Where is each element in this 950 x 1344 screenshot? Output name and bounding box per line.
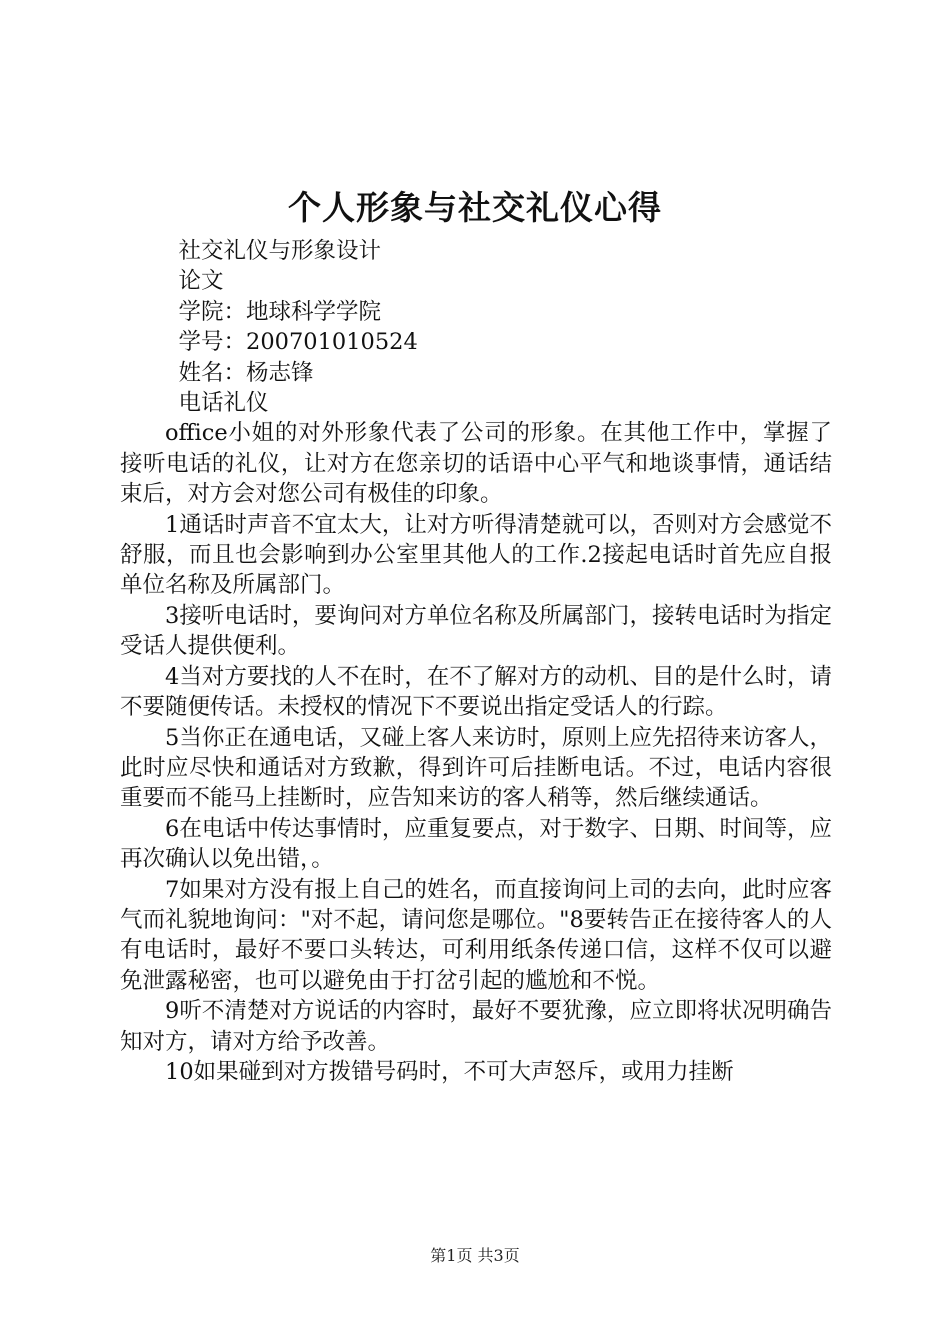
body-paragraph: 7如果对方没有报上自己的姓名，而直接询问上司的去向，此时应客气而礼貌地询问："对不起，请问您是哪位。"8要转告正在接待客人的人有电话时，最好不要口头转达，可利用纸条传递口信，这样不仅可以避免泄露秘密，也可以避免由于打岔引起的尴尬和不悦。 xyxy=(120,876,832,994)
section-heading: 电话礼仪 xyxy=(178,390,269,417)
name-line: 姓名：杨志锋 xyxy=(178,359,314,386)
college-line: 学院：地球科学学院 xyxy=(178,298,382,325)
body-paragraph: 10如果碰到对方拨错号码时，不可大声怒斥，或用力挂断 xyxy=(165,1058,734,1085)
student-id-line: 学号：200701010524 xyxy=(178,329,418,356)
page-footer: 第1页 共3页 xyxy=(430,1246,520,1265)
body-paragraph: 6在电话中传达事情时，应重复要点，对于数字、日期、时间等，应再次确认以免出错，。 xyxy=(120,815,832,873)
body-paragraph: 5当你正在通电话，又碰上客人来访时，原则上应先招待来访客人，此时应尽快和通话对方致歉，得到许可后挂断电话。不过，电话内容很重要而不能马上挂断时，应告知来访的客人稍等，然后继续通话。 xyxy=(120,724,832,812)
body-paragraph: 4当对方要找的人不在时，在不了解对方的动机、目的是什么时，请不要随便传话。未授权的情况下不要说出指定受话人的行踪。 xyxy=(120,663,832,721)
body-paragraph: 1通话时声音不宜太大，让对方听得清楚就可以，否则对方会感觉不舒服，而且也会影响到办公室里其他人的工作.2接起电话时首先应自报单位名称及所属部门。 xyxy=(120,511,832,599)
document-title: 个人形象与社交礼仪心得 xyxy=(288,188,662,227)
body-paragraph: 9听不清楚对方说话的内容时，最好不要犹豫，应立即将状况明确告知对方，请对方给予改善。 xyxy=(120,998,832,1055)
doc-type-line: 论文 xyxy=(178,268,224,295)
document-body xyxy=(120,236,832,1087)
subtitle-line: 社交礼仪与形象设计 xyxy=(178,238,382,264)
body-paragraph: office小姐的对外形象代表了公司的形象。在其他工作中，掌握了接听电话的礼仪，让对方在您亲切的话语中心平气和地谈事情，通话结束后，对方会对您公司有极佳的印象。 xyxy=(120,420,832,508)
body-paragraph: 3接听电话时，要询问对方单位名称及所属部门，接转电话时为指定受话人提供便利。 xyxy=(120,602,832,660)
